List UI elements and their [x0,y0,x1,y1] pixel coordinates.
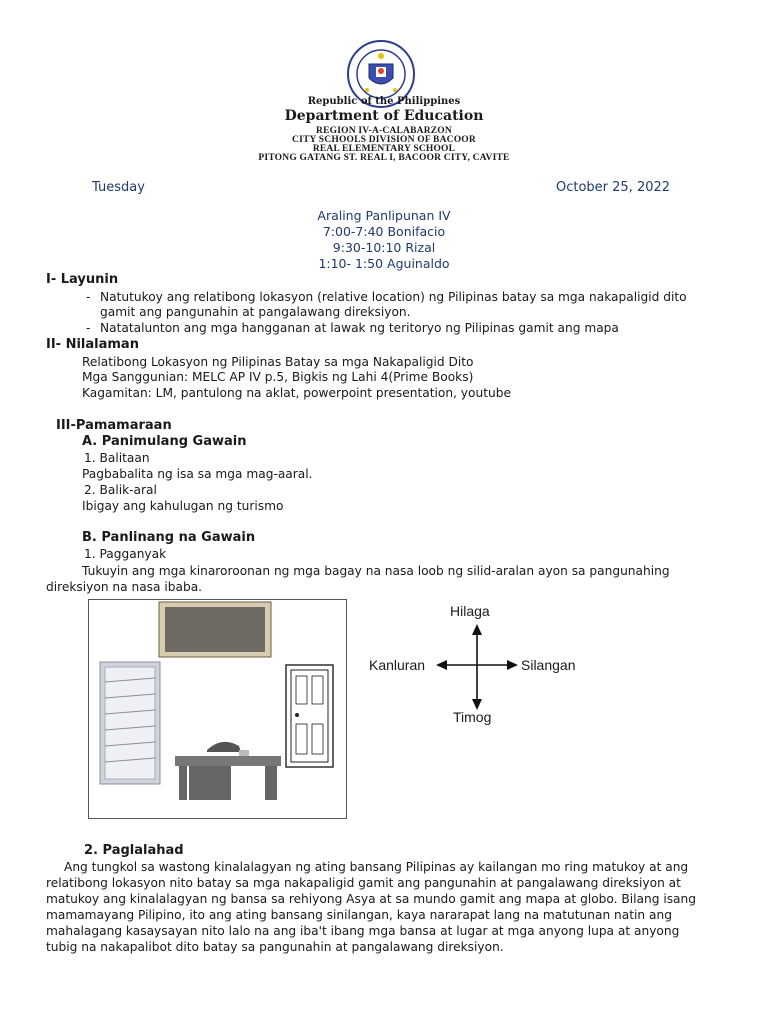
layunin-bullet-1-cont: gamit ang pangunahin at pangalawang direksiyon. [100,305,411,319]
layunin-bullet-1: Natutukoy ang relatibong lokasyon (relative location) ng Pilipinas batay sa mga nakapaligid dito [100,290,687,304]
nilalaman-topic: Relatibong Lokasyon ng Pilipinas Batay sa mga Nakapaligid Dito [82,355,474,369]
region-line: REGION IV-A-CALABARZON [316,126,452,136]
compass-north-label: Hilaga [450,603,490,619]
paglalahad-line: mamamayang Pilipino, ito ang ating bansang sinilangan, kaya nararapat lang na matutunan natin ang [46,908,672,922]
classroom-icon [89,600,346,818]
paglalahad-line: mahalagang kasaysayan nito lalo na ang iba't ibang mga bansa at lugar at mga anyong lupa at anyong [46,924,680,938]
day-label: Tuesday [92,180,145,195]
balik-aral-text: Ibigay ang kahulugan ng turismo [82,499,284,513]
balitaan-item: 1. Balitaan [84,451,150,465]
section-layunin-title: I- Layunin [46,272,119,287]
classroom-illustration [88,599,347,819]
balik-aral-item: 2. Balik-aral [84,483,157,497]
pagganyak-text: Tukuyin ang mga kinaroroonan ng mga bagay na nasa loob ng silid-aralan ayon sa pangunahing [82,564,670,578]
paglalahad-line: Ang tungkol sa wastong kinalalagyan ng ating bansang Pilipinas ay kailangan mo ring matukoy at ang [64,860,689,874]
pagganyak-text-cont: direksiyon na nasa ibaba. [46,580,203,594]
subject-title: Araling Panlipunan IV [317,208,451,223]
bullet-dash: - [86,321,91,335]
paglalahad-line: matukoy ang kinalalagyan ng bansa sa rehiyong Asya at sa mundo gamit ang mapa at globo. Bilang isang [46,892,696,906]
section-pamamaraan-title: III-Pamamaraan [56,418,172,433]
paglalahad-line: relatibong lokasyon nito batay sa mga nakapaligid gamit ang pangunahin at pangalawang direksiyon at [46,876,681,890]
compass-diagram [432,622,522,712]
panlinang-gawain-title: B. Panlinang na Gawain [82,530,256,545]
schedule-item: 1:10- 1:50 Aguinaldo [318,256,450,271]
compass-west-label: Kanluran [369,657,426,673]
compass-arrows-icon [432,622,522,712]
balitaan-text: Pagbabalita ng isa sa mga mag-aaral. [82,467,313,481]
pagganyak-item: 1. Pagganyak [84,547,167,561]
paglalahad-title: 2. Paglalahad [84,843,184,858]
address-line: PITONG GATANG ST. REAL I, BACOOR CITY, CAVITE [258,153,510,163]
schedule-item: 9:30-10:10 Rizal [332,240,436,255]
paglalahad-line: tubig na nakapalibot dito batay sa pangunahin at pangalawang direksiyon. [46,940,504,954]
date-label: October 25, 2022 [556,180,671,195]
section-nilalaman-title: II- Nilalaman [46,337,139,352]
compass-south-label: Timog [453,709,492,725]
schedule-item: 7:00-7:40 Bonifacio [322,224,446,239]
school-line: REAL ELEMENTARY SCHOOL [312,144,456,154]
bullet-dash: - [86,290,91,304]
compass-east-label: Silangan [521,657,576,673]
nilalaman-sanggunian: Mga Sanggunian: MELC AP IV p.5, Bigkis ng Lahi 4(Prime Books) [82,370,474,384]
department-line: Department of Education [284,108,484,124]
republic-line: Republic of the Philippines [307,96,461,107]
division-line: CITY SCHOOLS DIVISION OF BACOOR [292,135,476,145]
nilalaman-kagamitan: Kagamitan: LM, pantulong na aklat, powerpoint presentation, youtube [82,386,511,400]
panimulang-gawain-title: A. Panimulang Gawain [82,434,247,449]
layunin-bullet-2: Natatalunton ang mga hangganan at lawak ng teritoryo ng Pilipinas gamit ang mapa [100,321,619,335]
